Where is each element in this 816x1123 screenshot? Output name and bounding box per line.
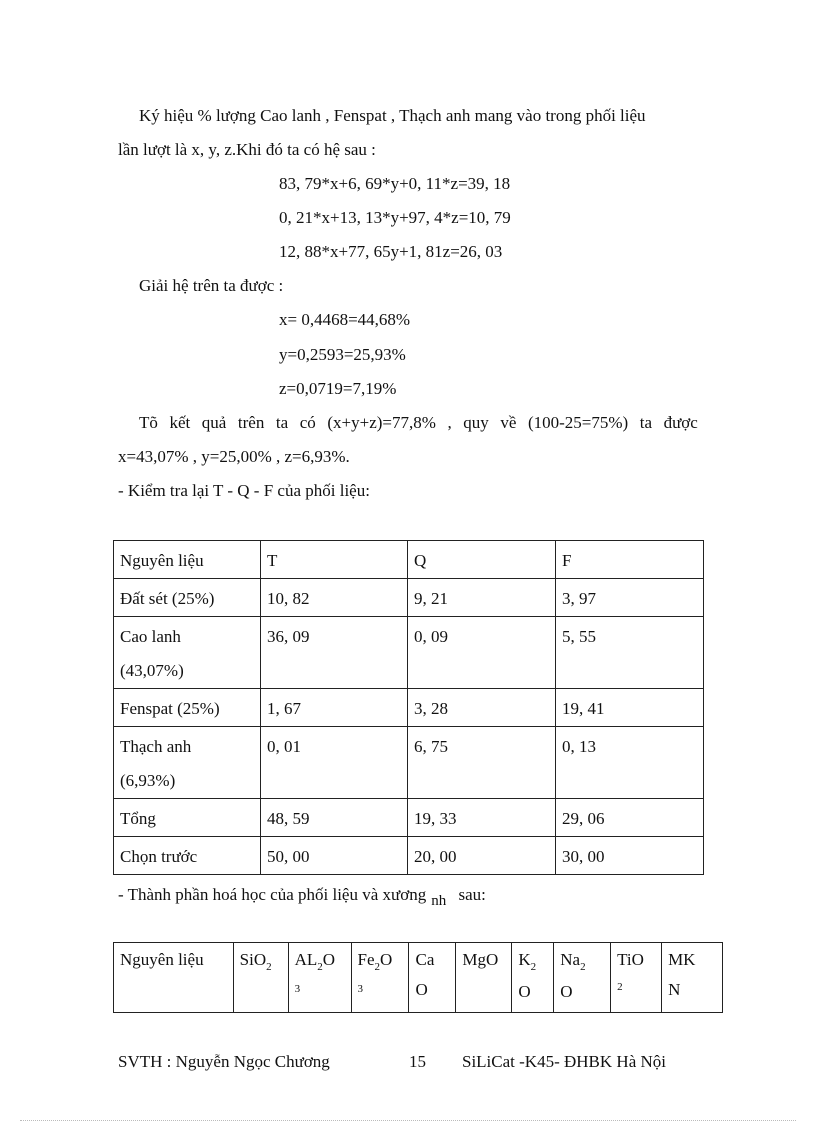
header-tio2: TiO 2 [611,943,662,1013]
header-fe2o3: $Fe_2O$ 3 [351,943,409,1013]
paragraph-line-1: Tõ kết quả trên ta có (x+y+z)=77,8% , quy về (100-25=75%) ta được [139,413,698,432]
header-k2o: $K_2$ O [512,943,554,1013]
table-row: Chọn trước 50, 00 20, 00 30, 00 [114,837,704,875]
paragraph-line-2: x=43,07% , y=25,00% , z=6,93%. [118,447,350,466]
result-x: x= 0,4468=44,68% [279,310,411,329]
footer-page-number: 15 [409,1052,426,1071]
header-sio2: SiO$_2$ [233,943,288,1013]
header-q: Q [408,541,556,579]
page-bottom-dotted-line [20,1120,796,1121]
header-f: F [556,541,704,579]
header-t: T [261,541,408,579]
header-al2o3: $AL_2O$ 3 [288,943,351,1013]
header-nguyen-lieu: Nguyên liệu [114,943,234,1013]
header-nguyen-lieu: Nguyên liệu [114,541,261,579]
chemical-composition-table [113,942,723,1013]
check-heading: - Kiểm tra lại T - Q - F của phối liệu: [118,481,370,500]
table-row: Cao lanh (43,07%) 36, 09 0, 09 5, 55 [114,617,704,689]
footer-school: SiLiCat -K45- ĐHBK Hà Nội [462,1052,666,1071]
result-z: z=0,0719=7,19% [279,379,397,398]
solve-label: Giải hệ trên ta được : [139,276,284,295]
equation-2: 0, 21*x+13, 13*y+97, 4*z=10, 79 [279,208,511,227]
footer-author: SVTH : Nguyễn Ngọc Chương [118,1052,330,1071]
equation-3: 12, 88*x+77, 65y+1, 81z=26, 03 [279,242,503,261]
tqf-table [113,540,704,875]
table-row: Đất sét (25%) 10, 82 9, 21 3, 97 [114,579,704,617]
header-na2o: $Na_2$ O [554,943,611,1013]
header-mkn: MK N [662,943,723,1013]
table-row: Thạch anh (6,93%) 0, 01 6, 75 0, 13 [114,727,704,799]
intro-line-1: Ký hiệu % lượng Cao lanh , Fenspat , Thạch anh mang vào trong phối liệu [139,106,646,125]
chem-heading: - Thành phần hoá học của phối liệu và xương nh sau: [118,885,486,909]
table-row: Fenspat (25%) 1, 67 3, 28 19, 41 [114,689,704,727]
header-cao: Ca O [409,943,456,1013]
header-mgo: MgO [456,943,512,1013]
equation-1: 83, 79*x+6, 69*y+0, 11*z=39, 18 [279,174,511,193]
table-row: Tổng 48, 59 19, 33 29, 06 [114,799,704,837]
table-header-row [114,541,704,579]
table-header-row [114,943,723,1013]
result-y: y=0,2593=25,93% [279,345,406,364]
intro-line-2: lần lượt là x, y, z.Khi đó ta có hệ sau : [118,140,376,159]
